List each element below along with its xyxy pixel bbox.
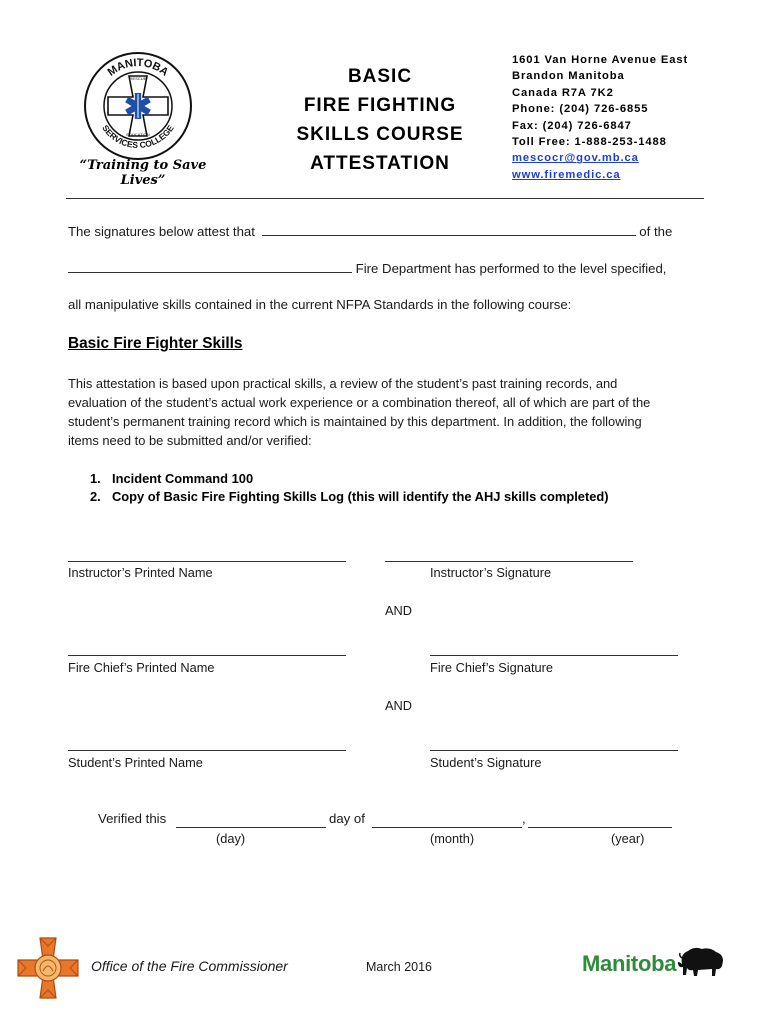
department-person-blank[interactable] <box>262 221 636 236</box>
manitoba-wordmark: Manitoba <box>582 951 677 976</box>
contact-email-link[interactable]: mescocr@gov.mb.ca <box>512 152 639 165</box>
header-divider <box>66 198 704 199</box>
attestation-paragraph: This attestation is based upon practical skills, a review of the student’s past training records, and evaluation of the student’s actual work experience or a combination thereof, all of which are part of the student’s permanent training record which is maintained by this department. In addition, the following items need to be submitted and/or verified: <box>68 376 651 448</box>
requirements-list <box>90 470 609 506</box>
contact-address-1: 1601 Van Horne Avenue East <box>512 54 689 66</box>
attestation-line-1 <box>68 221 708 241</box>
contact-fax: Fax: (204) 726-6847 <box>512 119 632 132</box>
contact-address-3: Canada R7A 7K2 <box>512 86 614 99</box>
course-heading: Basic Fire Fighter Skills <box>68 335 243 352</box>
contact-block <box>512 52 742 183</box>
attestation-line-3: all manipulative skills contained in the current NFPA Standards in the following course: <box>68 297 572 312</box>
attestation-line-2 <box>68 258 708 278</box>
fire-department-blank[interactable] <box>68 258 352 273</box>
logo-cross-bottom-text: EDUCATION <box>126 132 150 137</box>
document-title <box>280 62 480 178</box>
chief-signature-label: Fire Chief’s Signature <box>430 660 554 675</box>
requirement-text: Copy of Basic Fire Fighting Skills Log (this will identify the AHJ skills completed) <box>112 489 609 504</box>
instructor-name-label: Instructor’s Printed Name <box>68 565 213 580</box>
student-name-label: Student’s Printed Name <box>68 755 203 770</box>
footer-office: Office of the Fire Commissioner <box>91 958 288 974</box>
student-name-line[interactable] <box>68 750 346 751</box>
instructor-signature-line[interactable] <box>385 561 633 562</box>
contact-website-link[interactable]: www.firemedic.ca <box>512 168 621 181</box>
title-line-3: SKILLS COURSE <box>296 124 464 145</box>
chief-signature-line[interactable] <box>430 655 678 656</box>
day-label: (day) <box>216 831 246 846</box>
requirement-item <box>90 470 609 488</box>
attestation-prefix: The signatures below attest that <box>68 224 255 239</box>
title-line-4: ATTESTATION <box>310 153 450 174</box>
footer-date: March 2016 <box>366 960 433 974</box>
month-label: (month) <box>430 831 475 846</box>
bison-icon <box>676 944 728 978</box>
student-signature-label: Student’s Signature <box>430 755 542 770</box>
student-signature-line[interactable] <box>430 750 678 751</box>
verified-month-line[interactable] <box>372 827 522 828</box>
contact-tollfree: Toll Free: 1-888-253-1488 <box>512 136 667 149</box>
title-line-2: FIRE FIGHTING <box>303 95 457 116</box>
verified-comma: , <box>522 811 526 826</box>
title-line-1: BASIC <box>347 66 413 87</box>
verified-year-line[interactable] <box>528 827 672 828</box>
requirement-number: 2. <box>90 489 101 504</box>
requirement-text: Incident Command 100 <box>112 471 254 486</box>
and-label-1: AND <box>385 603 413 618</box>
requirement-item <box>90 488 609 506</box>
chief-name-line[interactable] <box>68 655 346 656</box>
logo-cross-top-text: RESCUE <box>129 76 147 81</box>
logo-ring-bottom-text: SERVICES COLLEGE <box>100 123 176 151</box>
chief-name-label: Fire Chief’s Printed Name <box>68 660 215 675</box>
instructor-signature-label: Instructor’s Signature <box>430 565 552 580</box>
logo-ring-top-text: MANITOBA <box>105 56 171 79</box>
college-logo <box>82 50 194 162</box>
fire-commissioner-badge <box>16 936 80 1000</box>
contact-phone: Phone: (204) 726-6855 <box>512 103 649 116</box>
requirement-number: 1. <box>90 471 101 486</box>
verified-day-line[interactable] <box>176 827 326 828</box>
college-motto: “Training to Save Lives” <box>79 158 207 188</box>
attestation-suffix: of the <box>639 224 673 239</box>
verified-prefix: Verified this <box>98 811 167 826</box>
verified-day-of: day of <box>329 811 365 826</box>
and-label-2: AND <box>385 698 413 713</box>
contact-address-2: Brandon Manitoba <box>512 70 625 83</box>
year-label: (year) <box>611 831 645 846</box>
attestation-line-2-text: Fire Department has performed to the level specified, <box>355 261 667 276</box>
instructor-name-line[interactable] <box>68 561 346 562</box>
